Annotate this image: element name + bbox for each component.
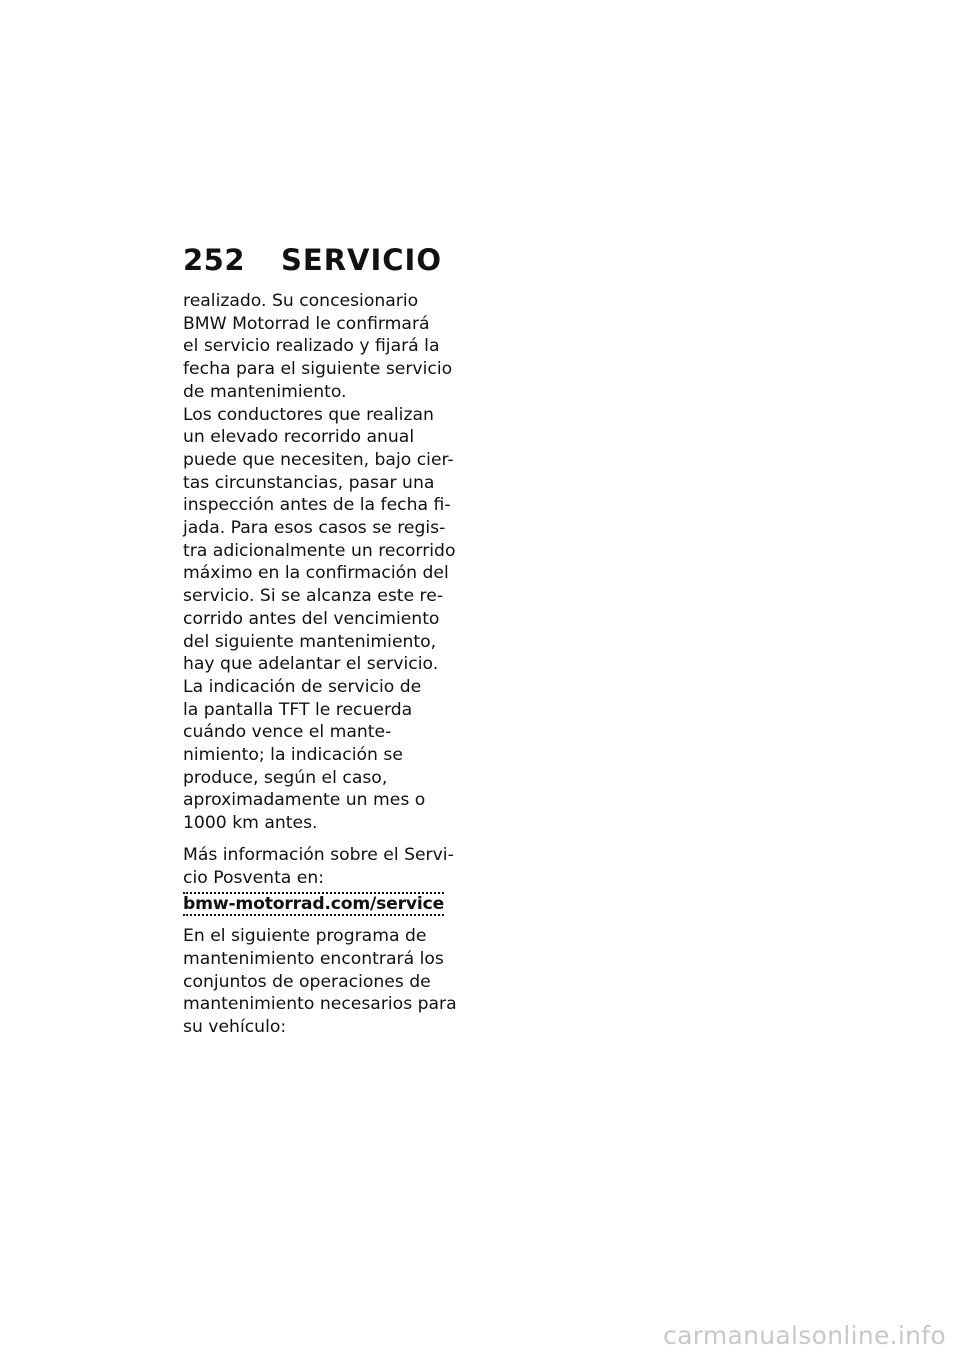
text-line: 1000 km antes. <box>183 813 318 834</box>
text-line: Más información sobre el Servi- <box>183 844 454 865</box>
text-line: mantenimiento encontrará los <box>183 948 444 969</box>
text-line: un elevado recorrido anual <box>183 427 415 448</box>
paragraph-maintenance-schedule <box>183 925 468 1039</box>
text-line: jada. Para esos casos se regis- <box>183 518 446 539</box>
text-line: nimiento; la indicación se <box>183 745 403 766</box>
text-line: produce, según el caso, <box>183 767 388 788</box>
text-line: corrido antes del vencimiento <box>183 608 440 629</box>
paragraph-high-mileage <box>183 404 468 676</box>
page-number: 252 <box>183 243 246 277</box>
text-line: la pantalla TFT le recuerda <box>183 699 413 720</box>
text-line: aproximadamente un mes o <box>183 790 426 811</box>
text-line: puede que necesiten, bajo cier- <box>183 449 454 470</box>
text-line: En el siguiente programa de <box>183 926 427 947</box>
text-line: inspección antes de la fecha fi- <box>183 495 451 516</box>
body-text <box>183 290 468 1039</box>
paragraph-more-info <box>183 844 468 916</box>
text-line: el servicio realizado y fijará la <box>183 336 440 357</box>
text-line: La indicación de servicio de <box>183 676 422 697</box>
page-header <box>183 243 442 277</box>
paragraph-service-indicator <box>183 676 468 835</box>
text-line: máximo en la confirmación del <box>183 563 449 584</box>
text-line: mantenimiento necesarios para <box>183 994 457 1015</box>
text-line: servicio. Si se alcanza este re- <box>183 586 444 607</box>
section-title: SERVICIO <box>281 243 442 277</box>
text-line: fecha para el siguiente servicio <box>183 359 453 380</box>
text-line: conjuntos de operaciones de <box>183 971 431 992</box>
service-website-link[interactable]: bmw-motorrad.com/service <box>183 894 445 915</box>
text-line: de mantenimiento. <box>183 381 347 402</box>
text-line: cuándo vence el mante- <box>183 722 392 743</box>
text-line: Los conductores que realizan <box>183 404 434 425</box>
paragraph-service-confirmation <box>183 290 468 404</box>
text-line: tra adicionalmente un recorrido <box>183 540 456 561</box>
text-line: tas circunstancias, pasar una <box>183 472 435 493</box>
text-line: realizado. Su concesionario <box>183 291 419 311</box>
text-line: su vehículo: <box>183 1017 287 1038</box>
text-line: BMW Motorrad le confirmará <box>183 313 430 334</box>
text-line: hay que adelantar el servicio. <box>183 654 439 675</box>
watermark: carmanualsonline.info <box>663 1321 946 1350</box>
text-line: cio Posventa en: <box>183 867 325 888</box>
text-line: del siguiente mantenimiento, <box>183 631 437 652</box>
